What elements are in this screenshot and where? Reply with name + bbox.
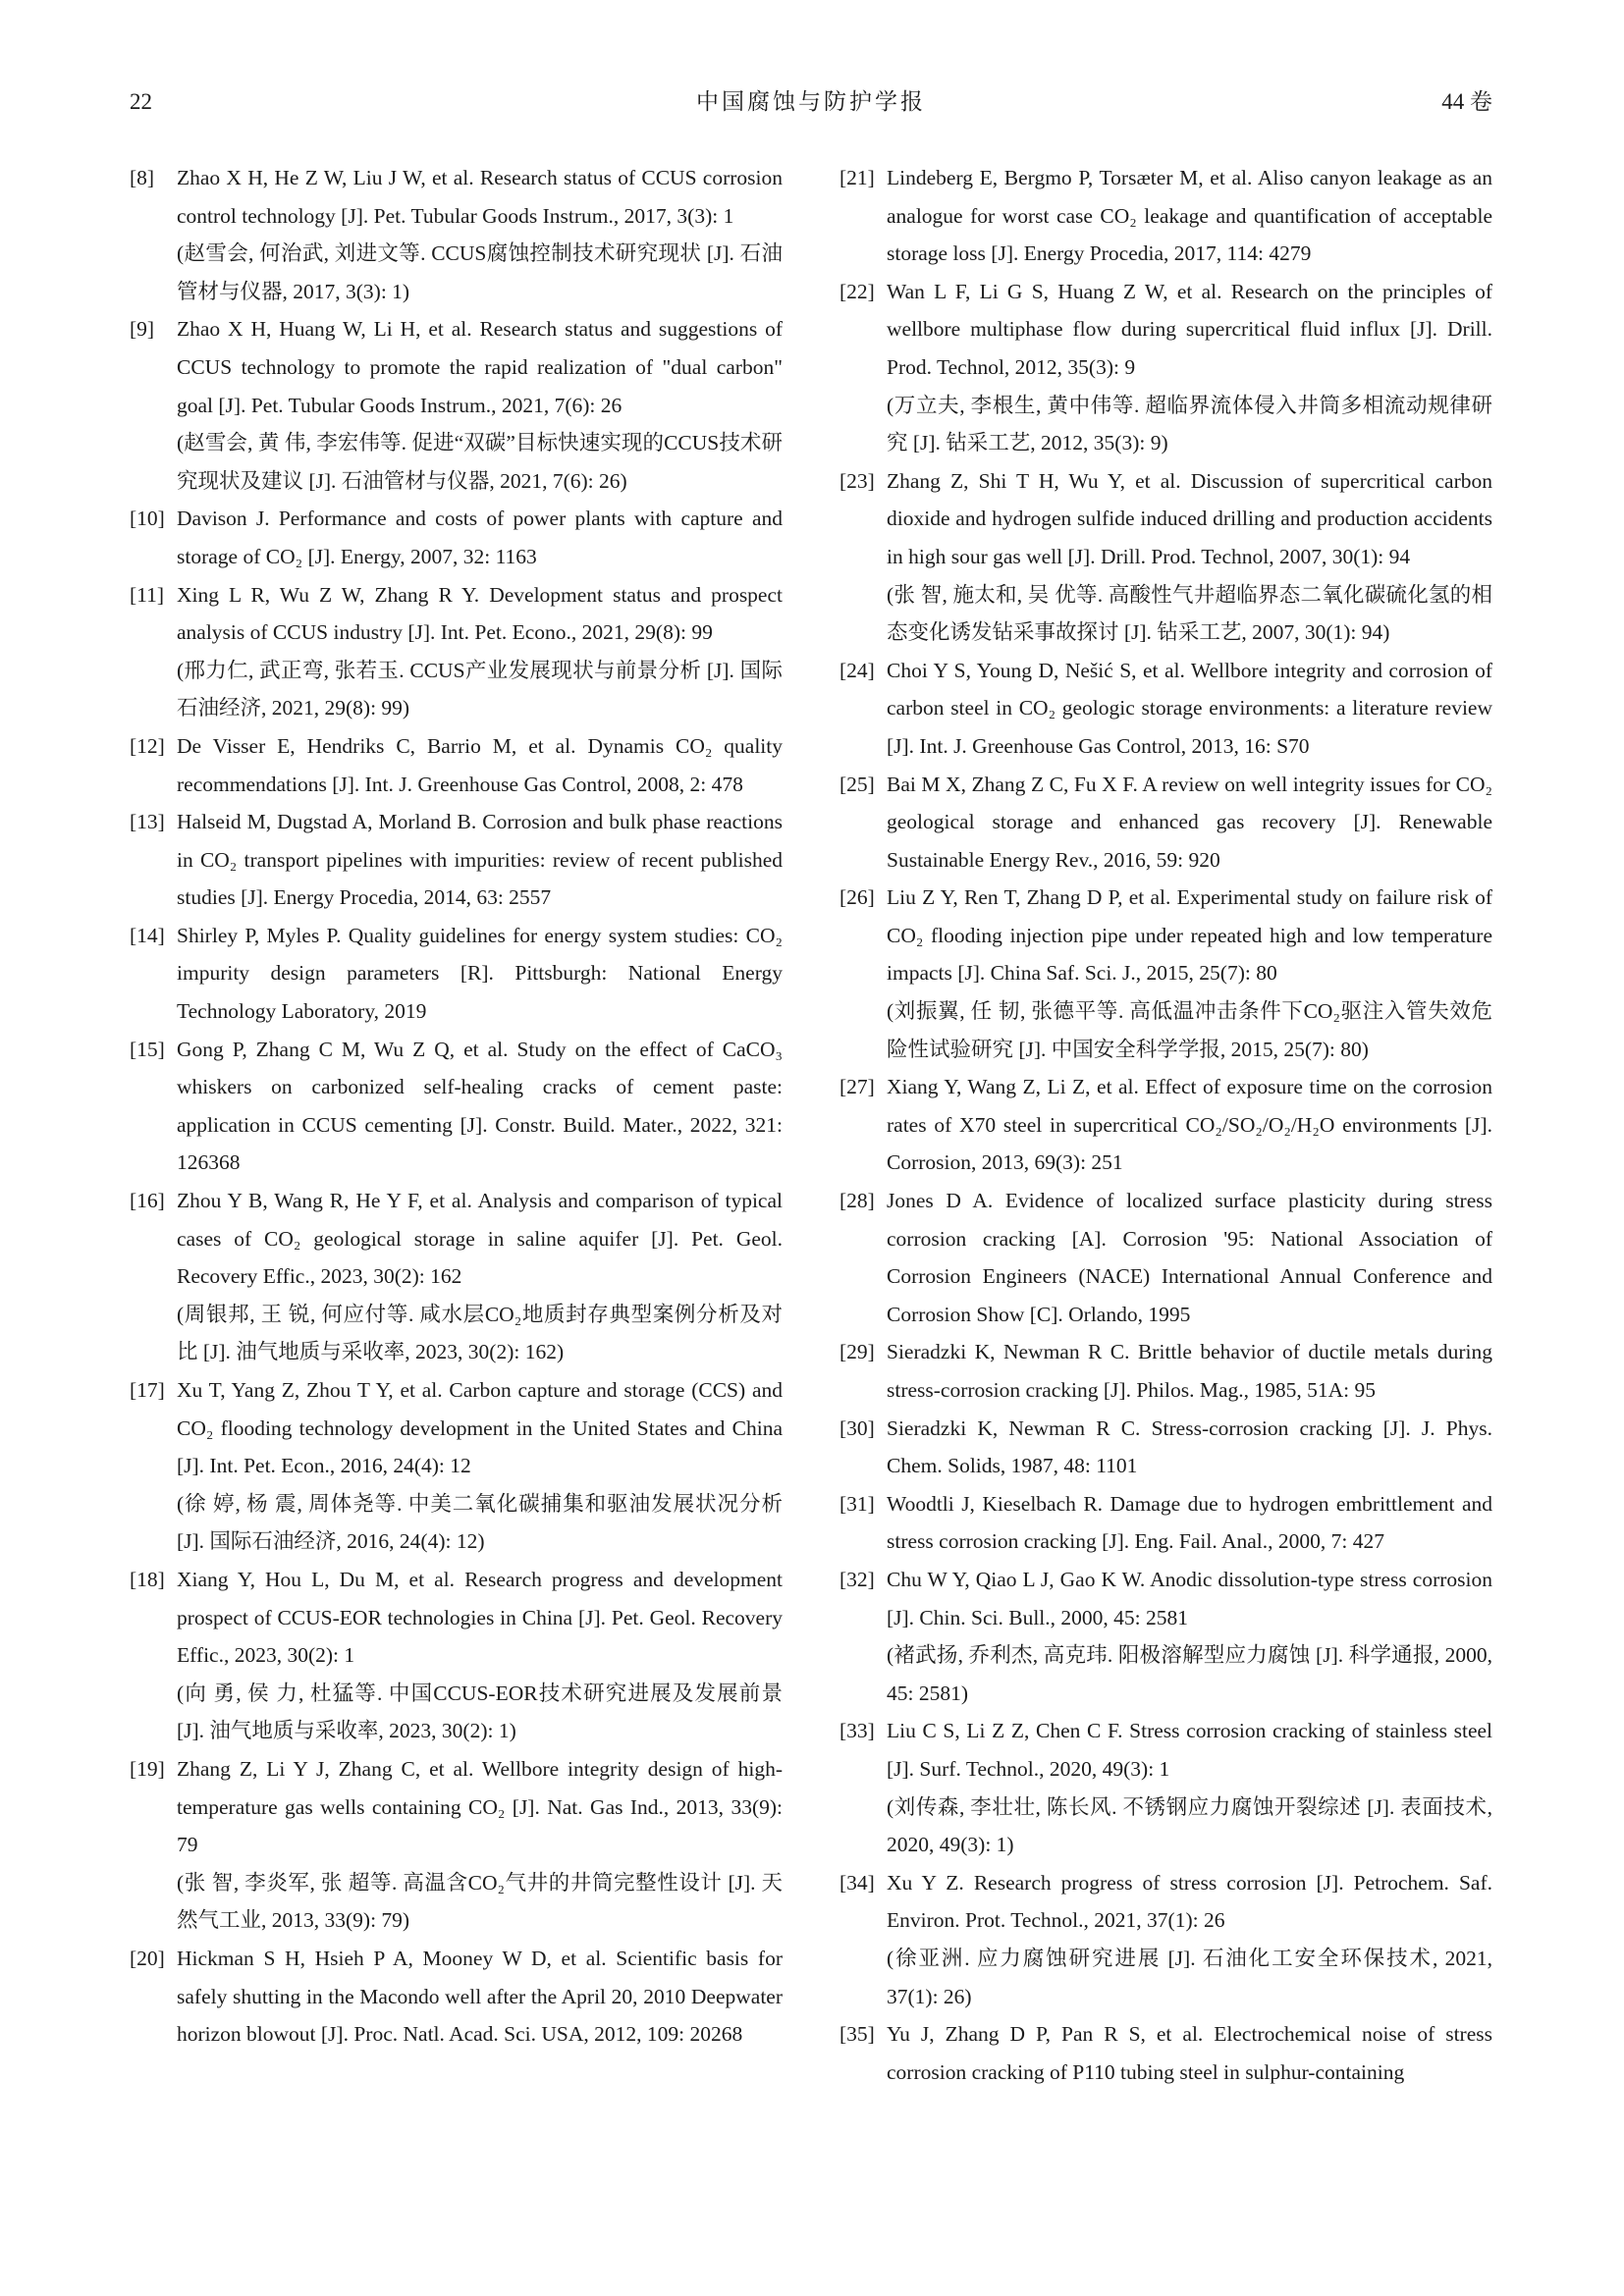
page-header [130,88,1492,116]
reference-body [177,1750,783,1940]
reference-entry [130,917,783,1031]
reference-entry [839,1712,1492,1863]
reference-body [177,500,783,575]
volume-label: 44 卷 [1441,89,1492,114]
reference-text-en: Liu C S, Li Z Z, Chen C F. Stress corrosion cracking of stainless steel [J]. Surf. Technol., 2020, 49(3): 1 [887,1719,1492,1781]
reference-text-zh: (向 勇, 侯 力, 杜猛等. 中国CCUS-EOR技术研究进展及发展前景 [J]. 油气地质与采收率, 2023, 30(2): 1) [177,1681,783,1743]
reference-text-en: Liu Z Y, Ren T, Zhang D P, et al. Experimental study on failure risk of CO₂ flooding injection pipe under repeated high and low temperature impacts [J]. China Saf. Sci. J., 2015, 25(7): 80 [887,885,1492,986]
reference-body [177,576,783,727]
reference-number: [14] [130,923,165,947]
reference-text-zh: (徐亚洲. 应力腐蚀研究进展 [J]. 石油化工安全环保技术, 2021, 37(1): 26) [887,1946,1492,2008]
reference-text-en: Xiang Y, Hou L, Du M, et al. Research progress and development prospect of CCUS-EOR technologies in China [J]. Pet. Geol. Recovery Effic., 2023, 30(2): 1 [177,1567,783,1668]
reference-text-zh: (邢力仁, 武正弯, 张若玉. CCUS产业发展现状与前景分析 [J]. 国际石油经济, 2021, 29(8): 99) [177,658,783,721]
reference-entry [839,273,1492,462]
reference-text-en: Yu J, Zhang D P, Pan R S, et al. Electrochemical noise of stress corrosion cracking of P110 tubing steel in sulphur-containing [887,2022,1492,2084]
reference-entry [130,1182,783,1371]
reference-entry [130,1031,783,1182]
reference-text-zh: (万立夫, 李根生, 黄中伟等. 超临界流体侵入井筒多相流动规律研究 [J]. 钻采工艺, 2012, 35(3): 9) [887,393,1492,455]
reference-number: [11] [130,582,165,607]
reference-number: [31] [839,1491,875,1516]
reference-number: [12] [130,733,165,758]
reference-body [177,727,783,803]
reference-entry [839,1410,1492,1485]
reference-text-zh: (张 智, 李炎军, 张 超等. 高温含CO₂气井的井筒完整性设计 [J]. 天然气工业, 2013, 33(9): 79) [177,1870,783,1933]
reference-body [887,1068,1492,1182]
reference-text-en: Lindeberg E, Bergmo P, Torsæter M, et al. Aliso canyon leakage as an analogue for worst case CO₂ leakage and quantification of acceptable storage loss [J]. Energy Procedia, 2017, 114: 4279 [887,166,1492,266]
reference-number: [33] [839,1719,875,1743]
reference-body [887,1561,1492,1712]
reference-body [177,1031,783,1182]
reference-entry [130,1561,783,1750]
reference-text-en: Woodtli J, Kieselbach R. Damage due to hydrogen embrittlement and stress corrosion cracking [J]. Eng. Fail. Anal., 2000, 7: 427 [887,1491,1492,1554]
reference-body [177,159,783,310]
reference-body [887,1410,1492,1485]
reference-text-zh: (刘传森, 李壮壮, 陈长风. 不锈钢应力腐蚀开裂综述 [J]. 表面技术, 2020, 49(3): 1) [887,1794,1492,1857]
reference-text-en: Gong P, Zhang C M, Wu Z Q, et al. Study on the effect of CaCO₃ whiskers on carbonized self-healing cracks of cement paste: application in CCUS cementing [J]. Constr. Build. Mater., 2022, 321: 126368 [177,1037,783,1175]
reference-text-en: Zhao X H, He Z W, Liu J W, et al. Research status of CCUS corrosion control technology [J]. Pet. Tubular Goods Instrum., 2017, 3(3): 1 [177,166,783,228]
reference-text-en: Davison J. Performance and costs of power plants with capture and storage of CO₂ [J]. Energy, 2007, 32: 1163 [177,507,783,568]
reference-text-en: Zhang Z, Shi T H, Wu Y, et al. Discussion of supercritical carbon dioxide and hydrogen sulfide induced drilling and production accidents in high sour gas well [J]. Drill. Prod. Technol, 2007, 30(1): 94 [887,468,1492,568]
reference-text-en: Zhang Z, Li Y J, Zhang C, et al. Wellbore integrity design of high-temperature gas wells containing CO₂ [J]. Nat. Gas Ind., 2013, 33(9): 79 [177,1756,783,1857]
reference-number: [21] [839,166,875,189]
reference-number: [30] [839,1415,875,1440]
reference-number: [32] [839,1567,875,1591]
reference-number: [16] [130,1189,165,1213]
reference-number: [19] [130,1756,165,1781]
reference-text-en: Sieradzki K, Newman R C. Stress-corrosion cracking [J]. J. Phys. Chem. Solids, 1987, 48: 1101 [887,1415,1492,1478]
reference-text-zh: (张 智, 施太和, 吴 优等. 高酸性气井超临界态二氧化碳硫化氢的相态变化诱发钻采事故探讨 [J]. 钻采工艺, 2007, 30(1): 94) [887,582,1492,645]
reference-body [887,1485,1492,1561]
reference-body [887,159,1492,273]
reference-body [887,652,1492,766]
reference-text-zh: (赵雪会, 何治武, 刘进文等. CCUS腐蚀控制技术研究现状 [J]. 石油管材与仪器, 2017, 3(3): 1) [177,241,783,303]
reference-body [887,1864,1492,2015]
reference-text-en: Zhao X H, Huang W, Li H, et al. Research status and suggestions of CCUS technology to promote the rapid realization of "dual carbon" goal [J]. Pet. Tubular Goods Instrum., 2021, 7(6): 26 [177,317,783,417]
reference-entry [839,1561,1492,1712]
reference-body [887,462,1492,652]
reference-number: [8] [130,166,155,189]
reference-entry [130,803,783,917]
reference-number: [13] [130,810,165,834]
reference-number: [28] [839,1189,875,1213]
reference-text-en: De Visser E, Hendriks C, Barrio M, et al. Dynamis CO₂ quality recommendations [J]. Int. J. Greenhouse Gas Control, 2008, 2: 478 [177,733,783,796]
reference-body [177,803,783,917]
reference-number: [24] [839,658,875,682]
reference-entry [839,2015,1492,2091]
reference-entry [839,652,1492,766]
reference-body [177,1561,783,1750]
reference-entry [839,879,1492,1068]
reference-entry [839,1864,1492,2015]
reference-number: [25] [839,772,875,796]
reference-number: [29] [839,1340,875,1364]
reference-number: [35] [839,2022,875,2047]
reference-text-zh: (刘振翼, 任 韧, 张德平等. 高低温冲击条件下CO₂驱注入管失效危险性试验研究 [J]. 中国安全科学学报, 2015, 25(7): 80) [887,999,1492,1061]
reference-number: [10] [130,507,165,531]
reference-entry [839,1485,1492,1561]
reference-body [887,879,1492,1068]
reference-entry [130,159,783,310]
reference-body [177,917,783,1031]
reference-text-en: Xiang Y, Wang Z, Li Z, et al. Effect of exposure time on the corrosion rates of X70 steel in supercritical CO₂/SO₂/O₂/H₂O environments [J]. Corrosion, 2013, 69(3): 251 [887,1075,1492,1175]
reference-entry [130,576,783,727]
reference-text-zh: (周银邦, 王 锐, 何应付等. 咸水层CO₂地质封存典型案例分析及对比 [J]. 油气地质与采收率, 2023, 30(2): 162) [177,1302,783,1364]
reference-body [177,310,783,500]
reference-number: [18] [130,1567,165,1591]
reference-text-en: Sieradzki K, Newman R C. Brittle behavior of ductile metals during stress-corrosion cracking [J]. Philos. Mag., 1985, 51A: 95 [887,1340,1492,1402]
references-column-left [130,159,783,2091]
reference-number: [34] [839,1870,875,1895]
reference-number: [22] [839,279,875,303]
reference-entry [130,727,783,803]
reference-body [887,2015,1492,2091]
reference-body [177,1371,783,1561]
reference-entry [130,310,783,500]
reference-body [887,766,1492,880]
reference-text-en: Hickman S H, Hsieh P A, Mooney W D, et al. Scientific basis for safely shutting in the Macondo well after the April 20, 2010 Deepwater horizon blowout [J]. Proc. Natl. Acad. Sci. USA, 2012, 109: 20268 [177,1946,783,2047]
reference-entry [130,1371,783,1561]
reference-entry [130,1940,783,2054]
reference-entry [839,1333,1492,1409]
reference-number: [15] [130,1037,165,1061]
journal-title: 中国腐蚀与防护学报 [696,89,926,114]
reference-text-en: Xu Y Z. Research progress of stress corrosion [J]. Petrochem. Saf. Environ. Prot. Technol., 2021, 37(1): 26 [887,1870,1492,1933]
reference-text-en: Shirley P, Myles P. Quality guidelines for energy system studies: CO₂ impurity design parameters [R]. Pittsburgh: National Energy Technology Laboratory, 2019 [177,923,783,1024]
reference-entry [839,159,1492,273]
references-section [130,159,1492,2091]
reference-entry [839,1182,1492,1333]
reference-text-en: Chu W Y, Qiao L J, Gao K W. Anodic dissolution-type stress corrosion [J]. Chin. Sci. Bull., 2000, 45: 2581 [887,1567,1492,1629]
page-number: 22 [130,89,152,114]
reference-text-en: Jones D A. Evidence of localized surface plasticity during stress corrosion cracking [A]. Corrosion '95: National Association of Corrosion Engineers (NACE) International Annual Conference and Corrosion Show [C]. Orlando, 1995 [887,1189,1492,1326]
reference-number: [20] [130,1946,165,1970]
reference-number: [9] [130,317,155,342]
reference-body [887,273,1492,462]
reference-body [887,1182,1492,1333]
references-column-right [839,159,1492,2091]
reference-body [887,1712,1492,1863]
reference-entry [839,462,1492,652]
reference-body [177,1940,783,2054]
reference-entry [130,500,783,575]
reference-number: [17] [130,1378,165,1402]
reference-text-zh: (赵雪会, 黄 伟, 李宏伟等. 促进“双碳”目标快速实现的CCUS技术研究现状及建议 [J]. 石油管材与仪器, 2021, 7(6): 26) [177,431,783,493]
reference-text-en: Zhou Y B, Wang R, He Y F, et al. Analysis and comparison of typical cases of CO₂ geological storage in saline aquifer [J]. Pet. Geol. Recovery Effic., 2023, 30(2): 162 [177,1189,783,1289]
reference-number: [23] [839,468,875,493]
reference-body [887,1333,1492,1409]
reference-number: [27] [839,1075,875,1099]
reference-text-zh: (徐 婷, 杨 震, 周体尧等. 中美二氧化碳捕集和驱油发展状况分析 [J]. 国际石油经济, 2016, 24(4): 12) [177,1491,783,1554]
reference-text-en: Halseid M, Dugstad A, Morland B. Corrosion and bulk phase reactions in CO₂ transport pipelines with impurities: review of recent published studies [J]. Energy Procedia, 2014, 63: 2557 [177,810,783,910]
reference-text-en: Wan L F, Li G S, Huang Z W, et al. Research on the principles of wellbore multiphase flow during supercritical fluid influx [J]. Drill. Prod. Technol, 2012, 35(3): 9 [887,279,1492,379]
reference-text-en: Bai M X, Zhang Z C, Fu X F. A review on well integrity issues for CO₂ geological storage and enhanced gas recovery [J]. Renewable Sustainable Energy Rev., 2016, 59: 920 [887,772,1492,872]
reference-entry [130,1750,783,1940]
reference-entry [839,766,1492,880]
reference-text-en: Xu T, Yang Z, Zhou T Y, et al. Carbon capture and storage (CCS) and CO₂ flooding technology development in the United States and China [J]. Int. Pet. Econ., 2016, 24(4): 12 [177,1378,783,1478]
reference-text-en: Choi Y S, Young D, Nešić S, et al. Wellbore integrity and corrosion of carbon steel in CO₂ geologic storage environments: a literature review [J]. Int. J. Greenhouse Gas Control, 2013, 16: S70 [887,658,1492,758]
reference-text-en: Xing L R, Wu Z W, Zhang R Y. Development status and prospect analysis of CCUS industry [J]. Int. Pet. Econo., 2021, 29(8): 99 [177,582,783,645]
reference-text-zh: (褚武扬, 乔利杰, 高克玮. 阳极溶解型应力腐蚀 [J]. 科学通报, 2000, 45: 2581) [887,1643,1492,1705]
reference-entry [839,1068,1492,1182]
reference-body [177,1182,783,1371]
reference-number: [26] [839,885,875,910]
